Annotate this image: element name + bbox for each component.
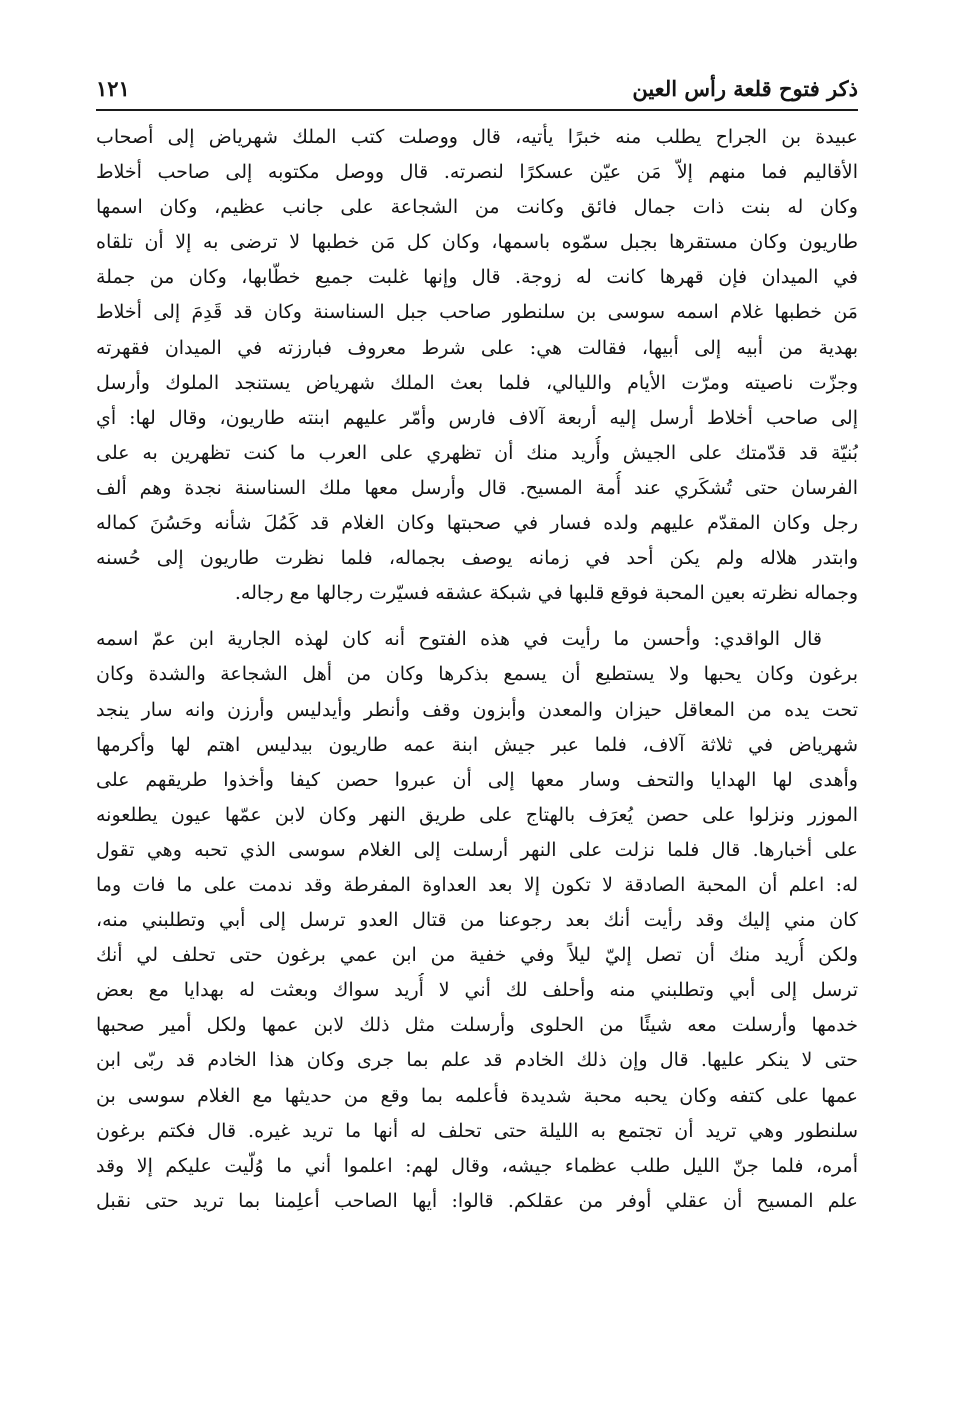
text-line: خدمها وأرسلت معه شيئًا من الحلوى وأرسلت مثل ذلك لابن عمها ولكل أمير صحبها [96,1014,858,1037]
text-line: ولكن أُريد منك أن تصل إليّ ليلاً وفي خفية من ابن عمي برغون حتى تحلف لي أنك [96,944,858,967]
text-line: الأقاليم فما منهم إلاّ مَن عيّن عسكرًا لنصرته. قال ووصل مكتوبه إلى صاحب أخلاط [96,161,858,184]
text-line: على أخبارها. قال فلما نزلت على النهر أرسلت إلى الغلام سوسى الذي تحبه وهي تقول [96,838,858,861]
text-line: عبيدة بن الجراح يطلب منه خبرًا يأتيه، قال ووصلت كتب الملك شهرياض إلى أصحاب [96,126,858,148]
page-header [96,72,858,108]
text-line: طاريون وكان مستقرها بجبل سمّوه باسمها، وكان كل مَن خطبها لا ترضى به إلا أن تلقاه [96,231,858,254]
text-line: سلنطور وهي تريد أن تجتمع به الليلة حتى تحلف له أنها ما تريد غيره. قال فكتم برغون [96,1119,858,1142]
text-line: تحت يده من المعاقل حيزان والمعدن وأبزون وقف وأنطر وأيدليس وأرزن وانه سار ينجد [96,698,858,721]
text-line: وأهدى لها الهدايا والتحف وسار معها إلى أن عبروا حصن كيفا وأخذوا طريقهم على [96,768,858,791]
text-line: علم المسيح أن عقلي أوفر من عقلكم. قالوا: أيها الصاحب أعلِمنا بما تريد حتى نقبل [96,1189,858,1212]
text-line: ترسل إلى أبي وتطلبني منه وأحلف لك أني لا أُريد سواك وبعثت له بهدايا مع بعض [96,979,858,1002]
body-text [96,120,858,1219]
text-line: رجل وكان المقدّم عليهم ولده فسار في صحبتها وكان الغلام قد كَمُلَ شأنه وحَسُنَ كماله [96,512,858,535]
text-line: الموزر ونزلوا على حصن يُعرَف بالهتاج على طريق النهر وكان لابن عمّها عيون يطلعونه [96,803,858,826]
text-line: وجماله نظرته بعين المحبة فوقع قلبها في شبكة عشقه فسيّرت رجالها مع رجاله. [234,582,858,605]
text-line: مَن خطبها غلام اسمه سوسى بن سلنطور صاحب جبل السناسنة وكان قد قَدِمَ إلى أخلاط [96,301,858,324]
page-number: ١٢١ [96,76,130,101]
text-line: وكان له بنت ذات جمال فائق وكانت من الشجاعة على جانب عظيم، وكان اسمها [96,196,858,219]
text-line: وجزّت ناصيته ومرّت الأيام والليالي، فلما بعث الملك شهرياض يستنجد الملوك وأرسل [96,371,858,394]
paragraph-gap [96,611,858,622]
text-line: كان مني إليك وقد رأيت أنك بعد رجوعنا من قتال العدو ترسل إلى أبي وتطلبني منه، [96,909,858,932]
text-line: أمره، فلما جنّ الليل طلب عظماء جيشه، وقال لهم: اعلموا أني ما وُلّيت عليكم إلا وقد [96,1154,858,1177]
paragraph-1 [96,120,858,611]
text-line: إلى صاحب أخلاط أرسل إليه أربعة آلاف فارس وأمّر عليهم ابنته طاريون، وقال لها: أي [96,406,858,429]
text-line: بُنيّة قد قدّمتك على الجيش وأُريد منك أن تظهري على العرب ما كنت تظهرين به على [96,441,858,464]
text-line: شهرياض في ثلاثة آلاف، فلما عبر جيش ابنة عمه طاريون بيدليس اهتم لها وأكرمها [96,733,858,756]
text-line: الفرسان حتى تُشكَري عند أُمة المسيح. قال وأرسل معها ملك السناسنة نجدة وهم ألف [96,476,858,499]
paragraph-2 [96,622,858,1219]
running-title: ذكر فتوح قلعة رأس العين [632,76,858,101]
header-rule [96,109,858,111]
text-line: وابتدر هلاله ولم يكن أحد في زمانه يوصف بجماله، فلما نظرت طاريون إلى حُسنه [96,547,858,570]
text-line: عمها على كتفه وكان يحبه محبة شديدة فأعلمه بما وقع من حديثها مع الغلام سوسى بن [96,1084,858,1107]
text-line: برغون وكان يحبها ولا يستطيع أن يسمع بذكرها وكان من أهل الشجاعة والشدة وكان [96,663,858,686]
text-line: في الميدان فإن قهرها كانت له زوجة. قال وإنها غلبت جميع خطّابها، وكان من جملة [96,266,858,289]
text-line: بهدية من أبيه إلى أبيها، فقالت هي: على شرط معروف فبارزته في الميدان فقهرته [96,336,858,359]
text-line: قال الواقدي: وأحسن ما رأيت في هذه الفتوح أنه كان لهذه الجارية ابن عمّ اسمه [96,628,822,651]
text-line: له: اعلم أن المحبة الصادقة لا تكون إلا بعد العداوة المفرطة وقد ندمت على ما فات وما [96,873,858,896]
text-line: حتى لا ينكر عليها. قال وإن ذلك الخادم قد علم بما جرى وكان هذا الخادم قد ربّى ابن [96,1049,858,1072]
